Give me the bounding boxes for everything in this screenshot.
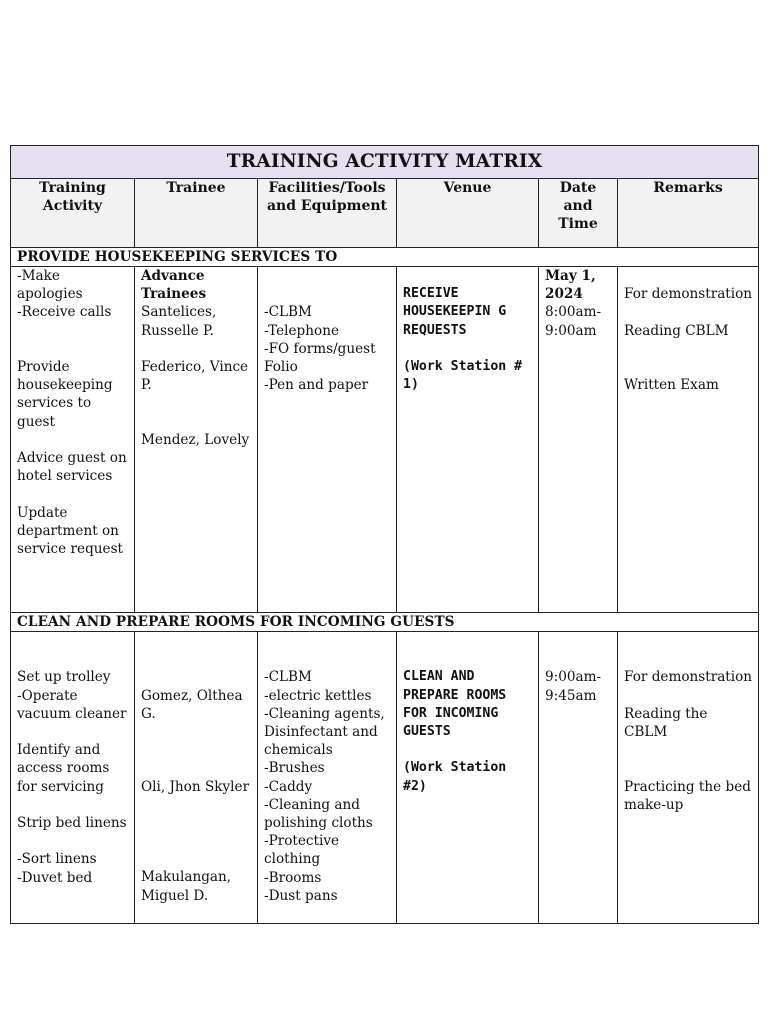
- facility-item: -Telephone: [264, 322, 339, 339]
- activity-item: -Operate vacuum cleaner: [17, 687, 127, 722]
- section2-facilities: [258, 632, 397, 924]
- venue-station: (Work Station # 1): [403, 358, 523, 393]
- header-remarks: Remarks: [618, 179, 759, 248]
- facility-item: -Brushes: [264, 760, 325, 777]
- trainee-name: Oli, Jhon Skyler: [141, 778, 250, 795]
- venue-station: (Work Station #2): [403, 760, 507, 794]
- section2-remarks: [618, 632, 759, 924]
- section1-date: [539, 267, 618, 613]
- section1-remarks: [618, 267, 759, 613]
- date-value: May 1, 2024: [545, 268, 596, 303]
- venue-name: RECEIVE HOUSEKEEPIN G REQUESTS: [403, 286, 507, 338]
- section2-venue: [397, 632, 539, 924]
- section-heading-clean-rooms: CLEAN AND PREPARE ROOMS FOR INCOMING GUESTS: [11, 613, 759, 632]
- training-activity-matrix: [10, 145, 759, 924]
- trainee-name: Federico, Vince P.: [141, 359, 249, 394]
- section1-trainees: [135, 267, 258, 613]
- activity-item: Provide housekeeping services to guest: [17, 358, 113, 430]
- facility-item: -Brooms: [264, 869, 322, 886]
- section-heading-housekeeping: PROVIDE HOUSEKEEPING SERVICES TO: [11, 248, 759, 267]
- activity-item: -Duvet bed: [17, 869, 93, 886]
- trainee-name: Makulangan, Miguel D.: [141, 869, 232, 904]
- facility-item: -electric kettles: [264, 687, 372, 704]
- section1-facilities: [258, 267, 397, 613]
- remark-item: Reading CBLM: [624, 322, 729, 339]
- section1-activities: [11, 267, 135, 613]
- facility-item: -Pen and paper: [264, 377, 369, 394]
- section1-venue: [397, 267, 539, 613]
- trainee-name: Gomez, Olthea G.: [141, 687, 243, 722]
- time-value: 9:00am-9:45am: [545, 669, 602, 704]
- remark-item: For demonstration: [624, 669, 753, 686]
- remark-item: Reading the CBLM: [624, 705, 708, 740]
- activity-item: Advice guest on hotel services: [17, 449, 127, 485]
- venue-name: CLEAN AND PREPARE ROOMS FOR INCOMING GUESTS: [403, 669, 507, 739]
- section2-trainees: [135, 632, 258, 924]
- section1-row: [11, 267, 759, 613]
- header-facilities: Facilities/Tools and Equipment: [258, 179, 397, 248]
- activity-item: -Receive calls: [17, 304, 112, 321]
- activity-item: Identify and access rooms for servicing: [17, 742, 110, 795]
- header-trainee: Trainee: [135, 179, 258, 248]
- facility-item: -Protective clothing: [264, 833, 340, 868]
- activity-item: -Make apologies: [17, 268, 83, 303]
- section2-row: [11, 632, 759, 924]
- facility-item: -FO forms/guest Folio: [264, 340, 376, 375]
- trainee-name: Santelices, Russelle P.: [141, 304, 217, 339]
- facility-item: -CLBM: [264, 304, 312, 321]
- facility-item: -Cleaning agents, Disinfectant and chemicals: [264, 705, 385, 759]
- facility-item: -Caddy: [264, 778, 313, 795]
- remark-item: Practicing the bed make-up: [624, 778, 751, 813]
- header-date-time: Date and Time: [539, 179, 618, 248]
- section2-activities: [11, 632, 135, 924]
- header-row: [11, 179, 759, 248]
- activity-item: Set up trolley: [17, 669, 111, 686]
- activity-item: Update department on service request: [17, 504, 124, 557]
- facility-item: -Cleaning and polishing cloths: [264, 796, 373, 831]
- facility-item: -Dust pans: [264, 887, 338, 904]
- header-training-activity: Training Activity: [11, 179, 135, 248]
- time-value: 8:00am-9:00am: [545, 304, 602, 339]
- trainee-group-label: Advance Trainees: [141, 268, 207, 303]
- activity-item: -Sort linens: [17, 851, 97, 868]
- remark-item: Written Exam: [624, 377, 719, 394]
- remark-item: For demonstration: [624, 286, 753, 303]
- trainee-name: Mendez, Lovely: [141, 431, 250, 448]
- facility-item: -CLBM: [264, 669, 312, 686]
- matrix-title: TRAINING ACTIVITY MATRIX: [11, 146, 759, 179]
- activity-item: Strip bed linens: [17, 814, 127, 831]
- section2-date: [539, 632, 618, 924]
- header-venue: Venue: [397, 179, 539, 248]
